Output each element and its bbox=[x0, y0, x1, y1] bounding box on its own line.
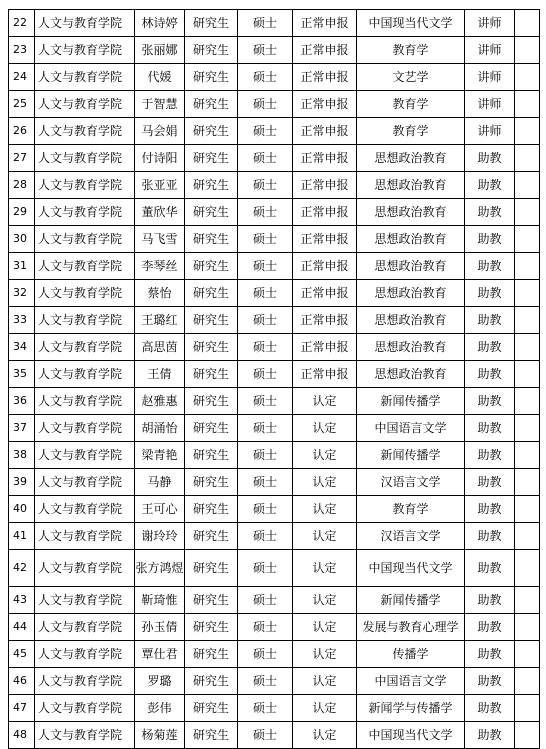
cell-blank bbox=[515, 415, 540, 442]
cell-degree: 硕士 bbox=[238, 118, 293, 145]
cell-degree: 硕士 bbox=[238, 614, 293, 641]
cell-college: 人文与教育学院 bbox=[35, 199, 135, 226]
cell-seq: 22 bbox=[9, 10, 35, 37]
table-row bbox=[9, 496, 540, 523]
cell-blank bbox=[515, 10, 540, 37]
cell-method: 正常申报 bbox=[293, 118, 357, 145]
cell-name: 董欣华 bbox=[135, 199, 185, 226]
cell-title: 助教 bbox=[465, 469, 515, 496]
cell-degree: 硕士 bbox=[238, 722, 293, 749]
cell-method: 正常申报 bbox=[293, 280, 357, 307]
cell-name: 张亚亚 bbox=[135, 172, 185, 199]
cell-name: 胡涌怡 bbox=[135, 415, 185, 442]
cell-blank bbox=[515, 145, 540, 172]
cell-degree: 硕士 bbox=[238, 361, 293, 388]
cell-college: 人文与教育学院 bbox=[35, 280, 135, 307]
cell-seq: 37 bbox=[9, 415, 35, 442]
table-row bbox=[9, 722, 540, 749]
cell-seq: 42 bbox=[9, 550, 35, 587]
table-row bbox=[9, 145, 540, 172]
table-row bbox=[9, 118, 540, 145]
table-row bbox=[9, 307, 540, 334]
cell-major: 教育学 bbox=[357, 496, 465, 523]
table-row bbox=[9, 550, 540, 587]
table-row bbox=[9, 172, 540, 199]
cell-college: 人文与教育学院 bbox=[35, 415, 135, 442]
cell-title: 助教 bbox=[465, 145, 515, 172]
cell-method: 认定 bbox=[293, 415, 357, 442]
cell-seq: 41 bbox=[9, 523, 35, 550]
personnel-table bbox=[8, 9, 540, 749]
cell-major: 新闻传播学 bbox=[357, 587, 465, 614]
cell-title: 助教 bbox=[465, 695, 515, 722]
cell-degree: 硕士 bbox=[238, 172, 293, 199]
cell-major: 思想政治教育 bbox=[357, 145, 465, 172]
cell-title: 助教 bbox=[465, 307, 515, 334]
table-row bbox=[9, 253, 540, 280]
cell-name: 张丽娜 bbox=[135, 37, 185, 64]
cell-title: 助教 bbox=[465, 415, 515, 442]
cell-type: 研究生 bbox=[185, 641, 238, 668]
cell-method: 认定 bbox=[293, 496, 357, 523]
cell-college: 人文与教育学院 bbox=[35, 469, 135, 496]
cell-major: 思想政治教育 bbox=[357, 307, 465, 334]
cell-method: 正常申报 bbox=[293, 64, 357, 91]
table-row bbox=[9, 469, 540, 496]
cell-title: 讲师 bbox=[465, 37, 515, 64]
cell-type: 研究生 bbox=[185, 226, 238, 253]
table-row bbox=[9, 614, 540, 641]
cell-seq: 46 bbox=[9, 668, 35, 695]
cell-major: 教育学 bbox=[357, 37, 465, 64]
cell-method: 认定 bbox=[293, 668, 357, 695]
cell-method: 正常申报 bbox=[293, 145, 357, 172]
cell-college: 人文与教育学院 bbox=[35, 442, 135, 469]
cell-major: 文艺学 bbox=[357, 64, 465, 91]
cell-blank bbox=[515, 550, 540, 587]
table-row bbox=[9, 334, 540, 361]
cell-college: 人文与教育学院 bbox=[35, 91, 135, 118]
cell-college: 人文与教育学院 bbox=[35, 695, 135, 722]
cell-name: 王璐红 bbox=[135, 307, 185, 334]
cell-seq: 34 bbox=[9, 334, 35, 361]
cell-method: 正常申报 bbox=[293, 199, 357, 226]
cell-major: 传播学 bbox=[357, 641, 465, 668]
cell-seq: 29 bbox=[9, 199, 35, 226]
cell-college: 人文与教育学院 bbox=[35, 496, 135, 523]
cell-type: 研究生 bbox=[185, 199, 238, 226]
cell-method: 认定 bbox=[293, 614, 357, 641]
cell-blank bbox=[515, 496, 540, 523]
cell-degree: 硕士 bbox=[238, 523, 293, 550]
cell-name: 覃仕君 bbox=[135, 641, 185, 668]
cell-seq: 43 bbox=[9, 587, 35, 614]
cell-degree: 硕士 bbox=[238, 280, 293, 307]
cell-degree: 硕士 bbox=[238, 415, 293, 442]
cell-name: 赵雅惠 bbox=[135, 388, 185, 415]
cell-blank bbox=[515, 442, 540, 469]
cell-method: 认定 bbox=[293, 469, 357, 496]
cell-degree: 硕士 bbox=[238, 64, 293, 91]
cell-method: 正常申报 bbox=[293, 226, 357, 253]
cell-title: 助教 bbox=[465, 334, 515, 361]
cell-degree: 硕士 bbox=[238, 388, 293, 415]
cell-major: 中国现当代文学 bbox=[357, 550, 465, 587]
cell-major: 思想政治教育 bbox=[357, 226, 465, 253]
cell-degree: 硕士 bbox=[238, 550, 293, 587]
cell-blank bbox=[515, 614, 540, 641]
cell-degree: 硕士 bbox=[238, 442, 293, 469]
cell-seq: 25 bbox=[9, 91, 35, 118]
cell-major: 教育学 bbox=[357, 118, 465, 145]
cell-name: 高思茵 bbox=[135, 334, 185, 361]
cell-name: 张方鸿煜 bbox=[135, 550, 185, 587]
cell-degree: 硕士 bbox=[238, 496, 293, 523]
cell-type: 研究生 bbox=[185, 172, 238, 199]
cell-major: 思想政治教育 bbox=[357, 253, 465, 280]
cell-type: 研究生 bbox=[185, 442, 238, 469]
cell-name: 代媛 bbox=[135, 64, 185, 91]
table-row bbox=[9, 442, 540, 469]
cell-degree: 硕士 bbox=[238, 199, 293, 226]
cell-major: 新闻学与传播学 bbox=[357, 695, 465, 722]
cell-college: 人文与教育学院 bbox=[35, 334, 135, 361]
cell-type: 研究生 bbox=[185, 91, 238, 118]
cell-seq: 26 bbox=[9, 118, 35, 145]
cell-college: 人文与教育学院 bbox=[35, 307, 135, 334]
cell-method: 正常申报 bbox=[293, 172, 357, 199]
cell-blank bbox=[515, 668, 540, 695]
cell-seq: 40 bbox=[9, 496, 35, 523]
cell-method: 正常申报 bbox=[293, 253, 357, 280]
cell-blank bbox=[515, 199, 540, 226]
cell-major: 中国现当代文学 bbox=[357, 10, 465, 37]
cell-method: 认定 bbox=[293, 695, 357, 722]
cell-seq: 38 bbox=[9, 442, 35, 469]
cell-name: 李琴丝 bbox=[135, 253, 185, 280]
cell-college: 人文与教育学院 bbox=[35, 118, 135, 145]
cell-method: 认定 bbox=[293, 388, 357, 415]
cell-title: 助教 bbox=[465, 280, 515, 307]
cell-seq: 44 bbox=[9, 614, 35, 641]
cell-name: 付诗阳 bbox=[135, 145, 185, 172]
cell-type: 研究生 bbox=[185, 496, 238, 523]
cell-blank bbox=[515, 334, 540, 361]
cell-college: 人文与教育学院 bbox=[35, 361, 135, 388]
cell-blank bbox=[515, 307, 540, 334]
cell-college: 人文与教育学院 bbox=[35, 641, 135, 668]
cell-type: 研究生 bbox=[185, 415, 238, 442]
cell-degree: 硕士 bbox=[238, 334, 293, 361]
cell-type: 研究生 bbox=[185, 361, 238, 388]
cell-method: 正常申报 bbox=[293, 334, 357, 361]
cell-method: 正常申报 bbox=[293, 91, 357, 118]
cell-college: 人文与教育学院 bbox=[35, 10, 135, 37]
cell-seq: 32 bbox=[9, 280, 35, 307]
cell-blank bbox=[515, 361, 540, 388]
cell-method: 认定 bbox=[293, 550, 357, 587]
cell-name: 马静 bbox=[135, 469, 185, 496]
table-row bbox=[9, 641, 540, 668]
cell-title: 助教 bbox=[465, 388, 515, 415]
cell-college: 人文与教育学院 bbox=[35, 722, 135, 749]
cell-degree: 硕士 bbox=[238, 253, 293, 280]
cell-blank bbox=[515, 37, 540, 64]
cell-title: 助教 bbox=[465, 614, 515, 641]
cell-college: 人文与教育学院 bbox=[35, 668, 135, 695]
cell-degree: 硕士 bbox=[238, 641, 293, 668]
cell-method: 认定 bbox=[293, 523, 357, 550]
cell-type: 研究生 bbox=[185, 695, 238, 722]
cell-blank bbox=[515, 523, 540, 550]
table-row bbox=[9, 226, 540, 253]
cell-type: 研究生 bbox=[185, 668, 238, 695]
cell-seq: 23 bbox=[9, 37, 35, 64]
table-row bbox=[9, 199, 540, 226]
cell-name: 靳琦惟 bbox=[135, 587, 185, 614]
table-row bbox=[9, 64, 540, 91]
cell-blank bbox=[515, 695, 540, 722]
cell-seq: 47 bbox=[9, 695, 35, 722]
cell-method: 认定 bbox=[293, 442, 357, 469]
cell-college: 人文与教育学院 bbox=[35, 550, 135, 587]
cell-college: 人文与教育学院 bbox=[35, 523, 135, 550]
cell-major: 中国语言文学 bbox=[357, 415, 465, 442]
cell-degree: 硕士 bbox=[238, 307, 293, 334]
cell-college: 人文与教育学院 bbox=[35, 64, 135, 91]
cell-college: 人文与教育学院 bbox=[35, 253, 135, 280]
cell-degree: 硕士 bbox=[238, 226, 293, 253]
cell-name: 罗璐 bbox=[135, 668, 185, 695]
cell-method: 认定 bbox=[293, 641, 357, 668]
table-row bbox=[9, 10, 540, 37]
cell-degree: 硕士 bbox=[238, 91, 293, 118]
cell-blank bbox=[515, 172, 540, 199]
cell-blank bbox=[515, 280, 540, 307]
cell-seq: 36 bbox=[9, 388, 35, 415]
cell-seq: 35 bbox=[9, 361, 35, 388]
cell-method: 认定 bbox=[293, 722, 357, 749]
cell-blank bbox=[515, 118, 540, 145]
cell-title: 讲师 bbox=[465, 118, 515, 145]
cell-major: 教育学 bbox=[357, 91, 465, 118]
cell-type: 研究生 bbox=[185, 334, 238, 361]
cell-title: 助教 bbox=[465, 199, 515, 226]
cell-degree: 硕士 bbox=[238, 37, 293, 64]
table-row bbox=[9, 280, 540, 307]
cell-college: 人文与教育学院 bbox=[35, 145, 135, 172]
cell-name: 彭伟 bbox=[135, 695, 185, 722]
cell-name: 马飞雪 bbox=[135, 226, 185, 253]
cell-type: 研究生 bbox=[185, 37, 238, 64]
cell-type: 研究生 bbox=[185, 550, 238, 587]
table-row bbox=[9, 388, 540, 415]
cell-seq: 33 bbox=[9, 307, 35, 334]
cell-type: 研究生 bbox=[185, 145, 238, 172]
cell-type: 研究生 bbox=[185, 253, 238, 280]
table-row bbox=[9, 695, 540, 722]
cell-major: 中国语言文学 bbox=[357, 668, 465, 695]
cell-type: 研究生 bbox=[185, 614, 238, 641]
table-row bbox=[9, 37, 540, 64]
cell-degree: 硕士 bbox=[238, 145, 293, 172]
cell-blank bbox=[515, 226, 540, 253]
cell-major: 思想政治教育 bbox=[357, 172, 465, 199]
table-row bbox=[9, 91, 540, 118]
cell-type: 研究生 bbox=[185, 722, 238, 749]
cell-major: 新闻传播学 bbox=[357, 442, 465, 469]
cell-title: 助教 bbox=[465, 668, 515, 695]
cell-type: 研究生 bbox=[185, 587, 238, 614]
cell-method: 正常申报 bbox=[293, 10, 357, 37]
cell-seq: 27 bbox=[9, 145, 35, 172]
table-row bbox=[9, 523, 540, 550]
cell-method: 正常申报 bbox=[293, 361, 357, 388]
cell-name: 王倩 bbox=[135, 361, 185, 388]
cell-major: 思想政治教育 bbox=[357, 361, 465, 388]
table-row bbox=[9, 587, 540, 614]
cell-type: 研究生 bbox=[185, 388, 238, 415]
cell-college: 人文与教育学院 bbox=[35, 172, 135, 199]
cell-name: 马会娟 bbox=[135, 118, 185, 145]
cell-college: 人文与教育学院 bbox=[35, 388, 135, 415]
cell-blank bbox=[515, 253, 540, 280]
cell-name: 王可心 bbox=[135, 496, 185, 523]
cell-seq: 28 bbox=[9, 172, 35, 199]
cell-type: 研究生 bbox=[185, 280, 238, 307]
cell-title: 助教 bbox=[465, 226, 515, 253]
cell-title: 助教 bbox=[465, 442, 515, 469]
cell-degree: 硕士 bbox=[238, 695, 293, 722]
cell-title: 助教 bbox=[465, 523, 515, 550]
cell-degree: 硕士 bbox=[238, 10, 293, 37]
cell-name: 于智慧 bbox=[135, 91, 185, 118]
table-row bbox=[9, 668, 540, 695]
cell-degree: 硕士 bbox=[238, 668, 293, 695]
cell-major: 思想政治教育 bbox=[357, 334, 465, 361]
cell-type: 研究生 bbox=[185, 469, 238, 496]
cell-blank bbox=[515, 722, 540, 749]
cell-title: 助教 bbox=[465, 722, 515, 749]
cell-degree: 硕士 bbox=[238, 469, 293, 496]
cell-seq: 39 bbox=[9, 469, 35, 496]
cell-name: 蔡怡 bbox=[135, 280, 185, 307]
cell-blank bbox=[515, 641, 540, 668]
cell-college: 人文与教育学院 bbox=[35, 614, 135, 641]
cell-name: 孙玉倩 bbox=[135, 614, 185, 641]
cell-type: 研究生 bbox=[185, 10, 238, 37]
cell-seq: 45 bbox=[9, 641, 35, 668]
cell-major: 汉语言文学 bbox=[357, 523, 465, 550]
cell-name: 谢玲玲 bbox=[135, 523, 185, 550]
cell-title: 讲师 bbox=[465, 64, 515, 91]
cell-blank bbox=[515, 469, 540, 496]
cell-seq: 48 bbox=[9, 722, 35, 749]
cell-title: 助教 bbox=[465, 253, 515, 280]
cell-type: 研究生 bbox=[185, 523, 238, 550]
cell-type: 研究生 bbox=[185, 118, 238, 145]
cell-college: 人文与教育学院 bbox=[35, 226, 135, 253]
cell-blank bbox=[515, 587, 540, 614]
cell-name: 梁青艳 bbox=[135, 442, 185, 469]
cell-major: 发展与教育心理学 bbox=[357, 614, 465, 641]
cell-college: 人文与教育学院 bbox=[35, 587, 135, 614]
cell-blank bbox=[515, 64, 540, 91]
cell-title: 讲师 bbox=[465, 10, 515, 37]
cell-college: 人文与教育学院 bbox=[35, 37, 135, 64]
cell-blank bbox=[515, 388, 540, 415]
cell-seq: 24 bbox=[9, 64, 35, 91]
cell-name: 林诗婷 bbox=[135, 10, 185, 37]
cell-title: 助教 bbox=[465, 172, 515, 199]
cell-degree: 硕士 bbox=[238, 587, 293, 614]
cell-major: 思想政治教育 bbox=[357, 199, 465, 226]
cell-name: 杨菊莲 bbox=[135, 722, 185, 749]
cell-title: 助教 bbox=[465, 550, 515, 587]
cell-method: 正常申报 bbox=[293, 37, 357, 64]
table-row bbox=[9, 361, 540, 388]
cell-title: 助教 bbox=[465, 361, 515, 388]
cell-major: 中国现当代文学 bbox=[357, 722, 465, 749]
cell-title: 助教 bbox=[465, 587, 515, 614]
cell-method: 认定 bbox=[293, 587, 357, 614]
cell-major: 汉语言文学 bbox=[357, 469, 465, 496]
table-body bbox=[9, 10, 540, 749]
cell-title: 助教 bbox=[465, 496, 515, 523]
table-row bbox=[9, 415, 540, 442]
cell-type: 研究生 bbox=[185, 307, 238, 334]
cell-major: 新闻传播学 bbox=[357, 388, 465, 415]
cell-type: 研究生 bbox=[185, 64, 238, 91]
cell-seq: 30 bbox=[9, 226, 35, 253]
cell-title: 助教 bbox=[465, 641, 515, 668]
cell-blank bbox=[515, 91, 540, 118]
cell-title: 讲师 bbox=[465, 91, 515, 118]
cell-method: 正常申报 bbox=[293, 307, 357, 334]
cell-seq: 31 bbox=[9, 253, 35, 280]
cell-major: 思想政治教育 bbox=[357, 280, 465, 307]
